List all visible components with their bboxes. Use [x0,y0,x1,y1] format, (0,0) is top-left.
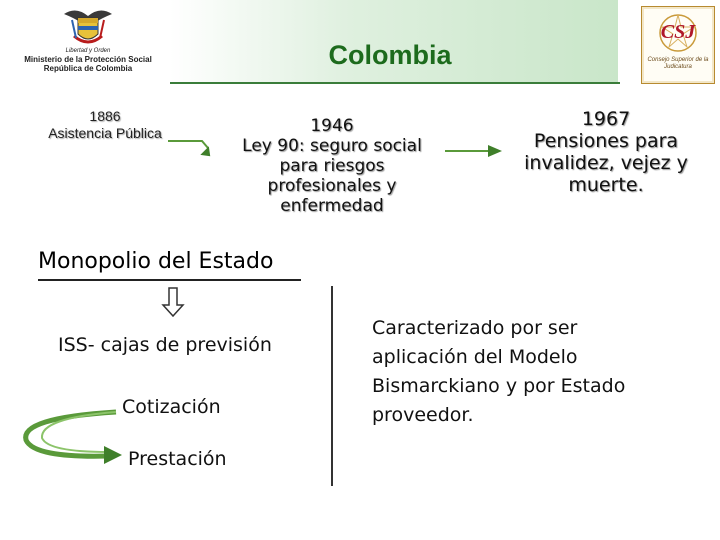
caracterizado-line: Bismarckiano y por Estado [372,375,626,397]
timeline-1967-line: invalidez, vejez y [524,152,688,174]
logo-country-name: República de Colombia [43,64,133,73]
timeline-1886-year: 1886 [89,108,121,124]
timeline-1967-year: 1967 [581,108,631,130]
logo-ministry-name: Ministerio de la Protección Social [24,55,152,64]
timeline-1946-year: 1946 [310,116,354,136]
timeline-1946-line: enfermedad [280,196,384,216]
timeline-1946-line: para riesgos [279,156,385,176]
arrow-down-to-iss [163,288,183,316]
timeline-1946-line: profesionales y [267,176,397,196]
prestacion-label: Prestación [128,448,227,470]
page-title: Colombia [328,40,452,70]
monopolio-heading: Monopolio del Estado [38,249,274,274]
timeline-1886-text: Asistencia Pública [48,125,162,141]
csj-subtitle: Consejo Superior de la Judicatura [647,57,709,70]
arrow-1886-to-1946 [168,141,214,160]
timeline-1946-line: Ley 90: seguro social [242,136,422,156]
timeline-1967-line: Pensiones para [533,130,679,152]
timeline-1967-line: muerte. [568,174,644,196]
iss-label: ISS- cajas de previsión [58,334,272,356]
caracterizado-line: aplicación del Modelo [372,346,578,368]
arrow-1946-to-1967 [445,145,502,157]
csj-acronym: CSJ [660,21,696,43]
caracterizado-line: proveedor. [372,404,474,426]
logo-motto: Libertad y Orden [65,48,111,54]
caracterizado-line: Caracterizado por ser [372,317,578,339]
cycle-arrow-cotizacion-to-prestacion [26,412,122,464]
cotizacion-label: Cotización [122,396,221,418]
